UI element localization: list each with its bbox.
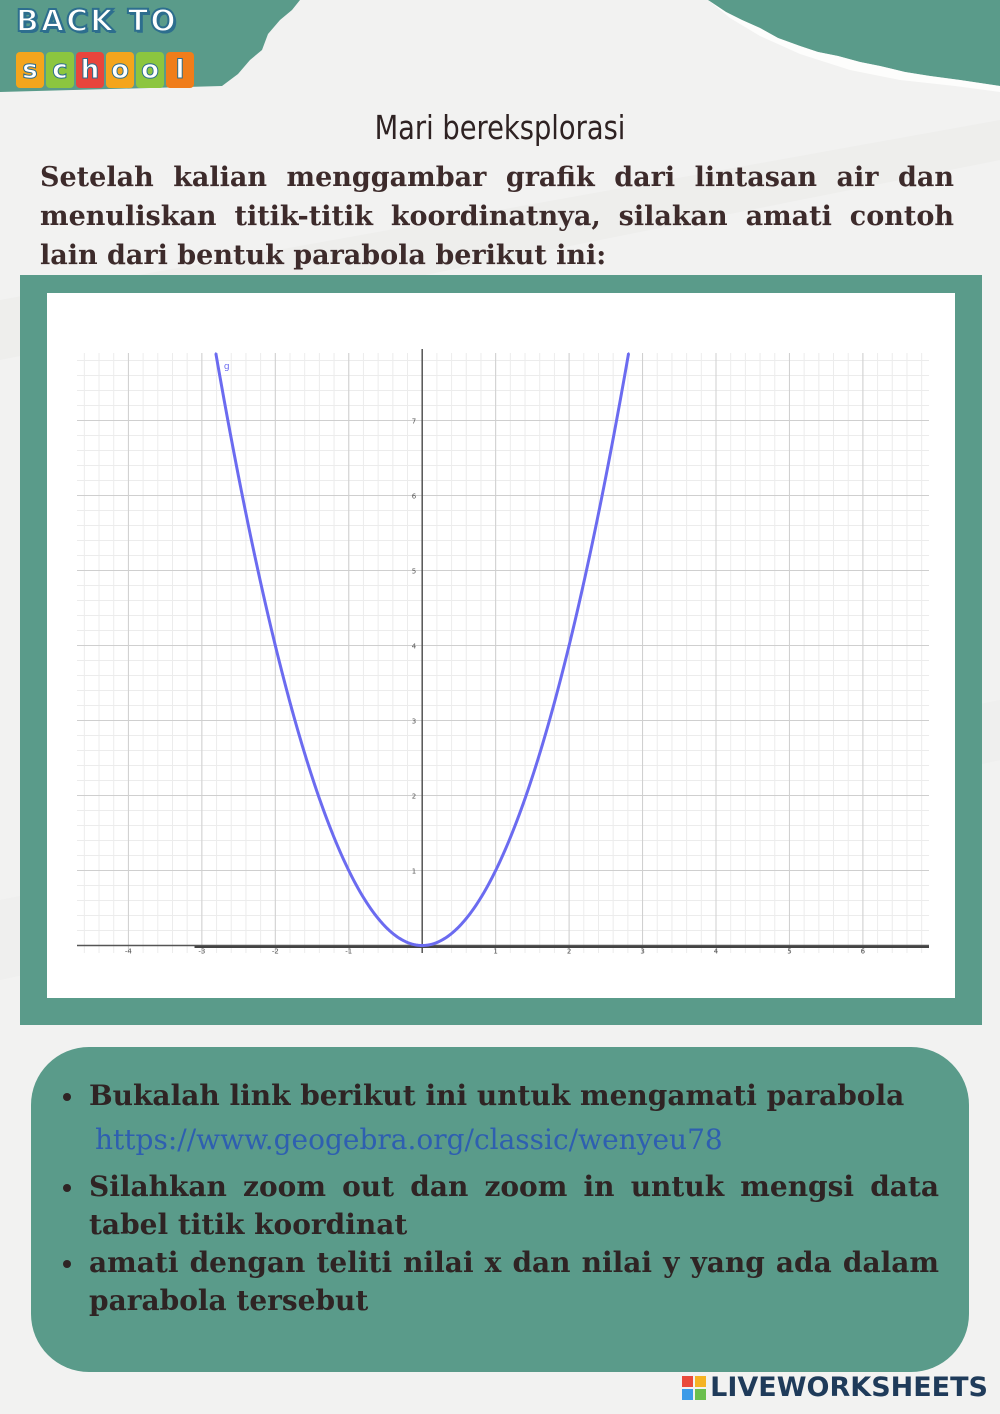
instruction-item-zoom: [59, 1168, 939, 1244]
data-point: [495, 870, 497, 872]
data-point: [275, 645, 277, 647]
liveworksheets-icon: [682, 1376, 706, 1400]
y-tick-label: 7: [411, 417, 417, 426]
x-tick-label: 6: [860, 947, 866, 956]
logo-letter: s: [16, 52, 44, 88]
data-point: [568, 645, 570, 647]
liveworksheets-brand: [682, 1372, 988, 1403]
y-tick-label: 6: [411, 492, 417, 501]
data-point: [348, 870, 350, 872]
y-tick-label: 5: [411, 567, 417, 576]
x-tick-label: 2: [566, 947, 572, 956]
x-tick-label: -1: [345, 947, 353, 956]
y-tick-label: 3: [411, 717, 417, 726]
graph-frame: [20, 275, 982, 1025]
x-tick-label: -4: [124, 947, 132, 956]
instructions-box: [31, 1047, 969, 1372]
brand-name: LIVEWORKSHEETS: [710, 1372, 988, 1403]
data-point: [311, 776, 313, 778]
data-point: [605, 476, 607, 478]
instruction-text-3: amati dengan teliti nilai x dan nilai y yang ada dalam parabola tersebut: [89, 1246, 939, 1317]
y-tick-label: 2: [411, 792, 417, 801]
x-tick-label: 3: [640, 947, 645, 956]
logo-letter: o: [136, 52, 164, 88]
geogebra-link[interactable]: https://www.geogebra.org/classic/wenyeu78: [95, 1123, 723, 1156]
y-tick-label: 1: [411, 867, 417, 876]
intro-paragraph: Setelah kalian menggambar grafik dari lintasan air dan menuliskan titik-titik koordinatnya, silakan amati contoh lain dari bentuk parabola berikut ini:: [40, 162, 954, 271]
logo-line2: [16, 52, 194, 88]
x-tick-label: -3: [198, 947, 206, 956]
data-point: [215, 352, 217, 354]
instruction-text-2: Silahkan zoom out dan zoom in untuk mengsi data tabel titik koordinat: [89, 1170, 939, 1241]
instruction-item-observe: [59, 1244, 939, 1320]
x-tick-label: 5: [787, 947, 792, 956]
instruction-item-open-link: [59, 1077, 939, 1115]
brand-icon-square: [695, 1389, 706, 1400]
y-tick-label: 4: [411, 642, 417, 651]
logo-line1: BACK TO: [16, 4, 178, 39]
x-tick-label: 1: [493, 947, 498, 956]
logo-letter: h: [76, 52, 104, 88]
function-label: g: [223, 362, 230, 372]
parabola-chart: [47, 293, 955, 998]
logo-letter: c: [46, 52, 74, 88]
x-tick-label: 4: [713, 947, 719, 956]
data-point: [238, 476, 240, 478]
x-tick-label: -2: [271, 947, 279, 956]
data-point: [628, 352, 630, 354]
back-to-school-logo: [10, 4, 230, 94]
data-point: [458, 926, 460, 928]
brand-icon-square: [695, 1376, 706, 1387]
data-point: [532, 776, 534, 778]
data-point: [421, 945, 423, 947]
logo-letter: o: [106, 52, 134, 88]
instructions-list: [59, 1077, 939, 1320]
logo-letter: l: [166, 52, 194, 88]
page-title: Mari bereksplorasi: [374, 108, 626, 147]
brand-icon-square: [682, 1376, 693, 1387]
instruction-text-1: Bukalah link berikut ini untuk mengamati parabola: [89, 1079, 905, 1112]
data-point: [385, 926, 387, 928]
graph-area: [47, 293, 955, 998]
brand-icon-square: [682, 1389, 693, 1400]
